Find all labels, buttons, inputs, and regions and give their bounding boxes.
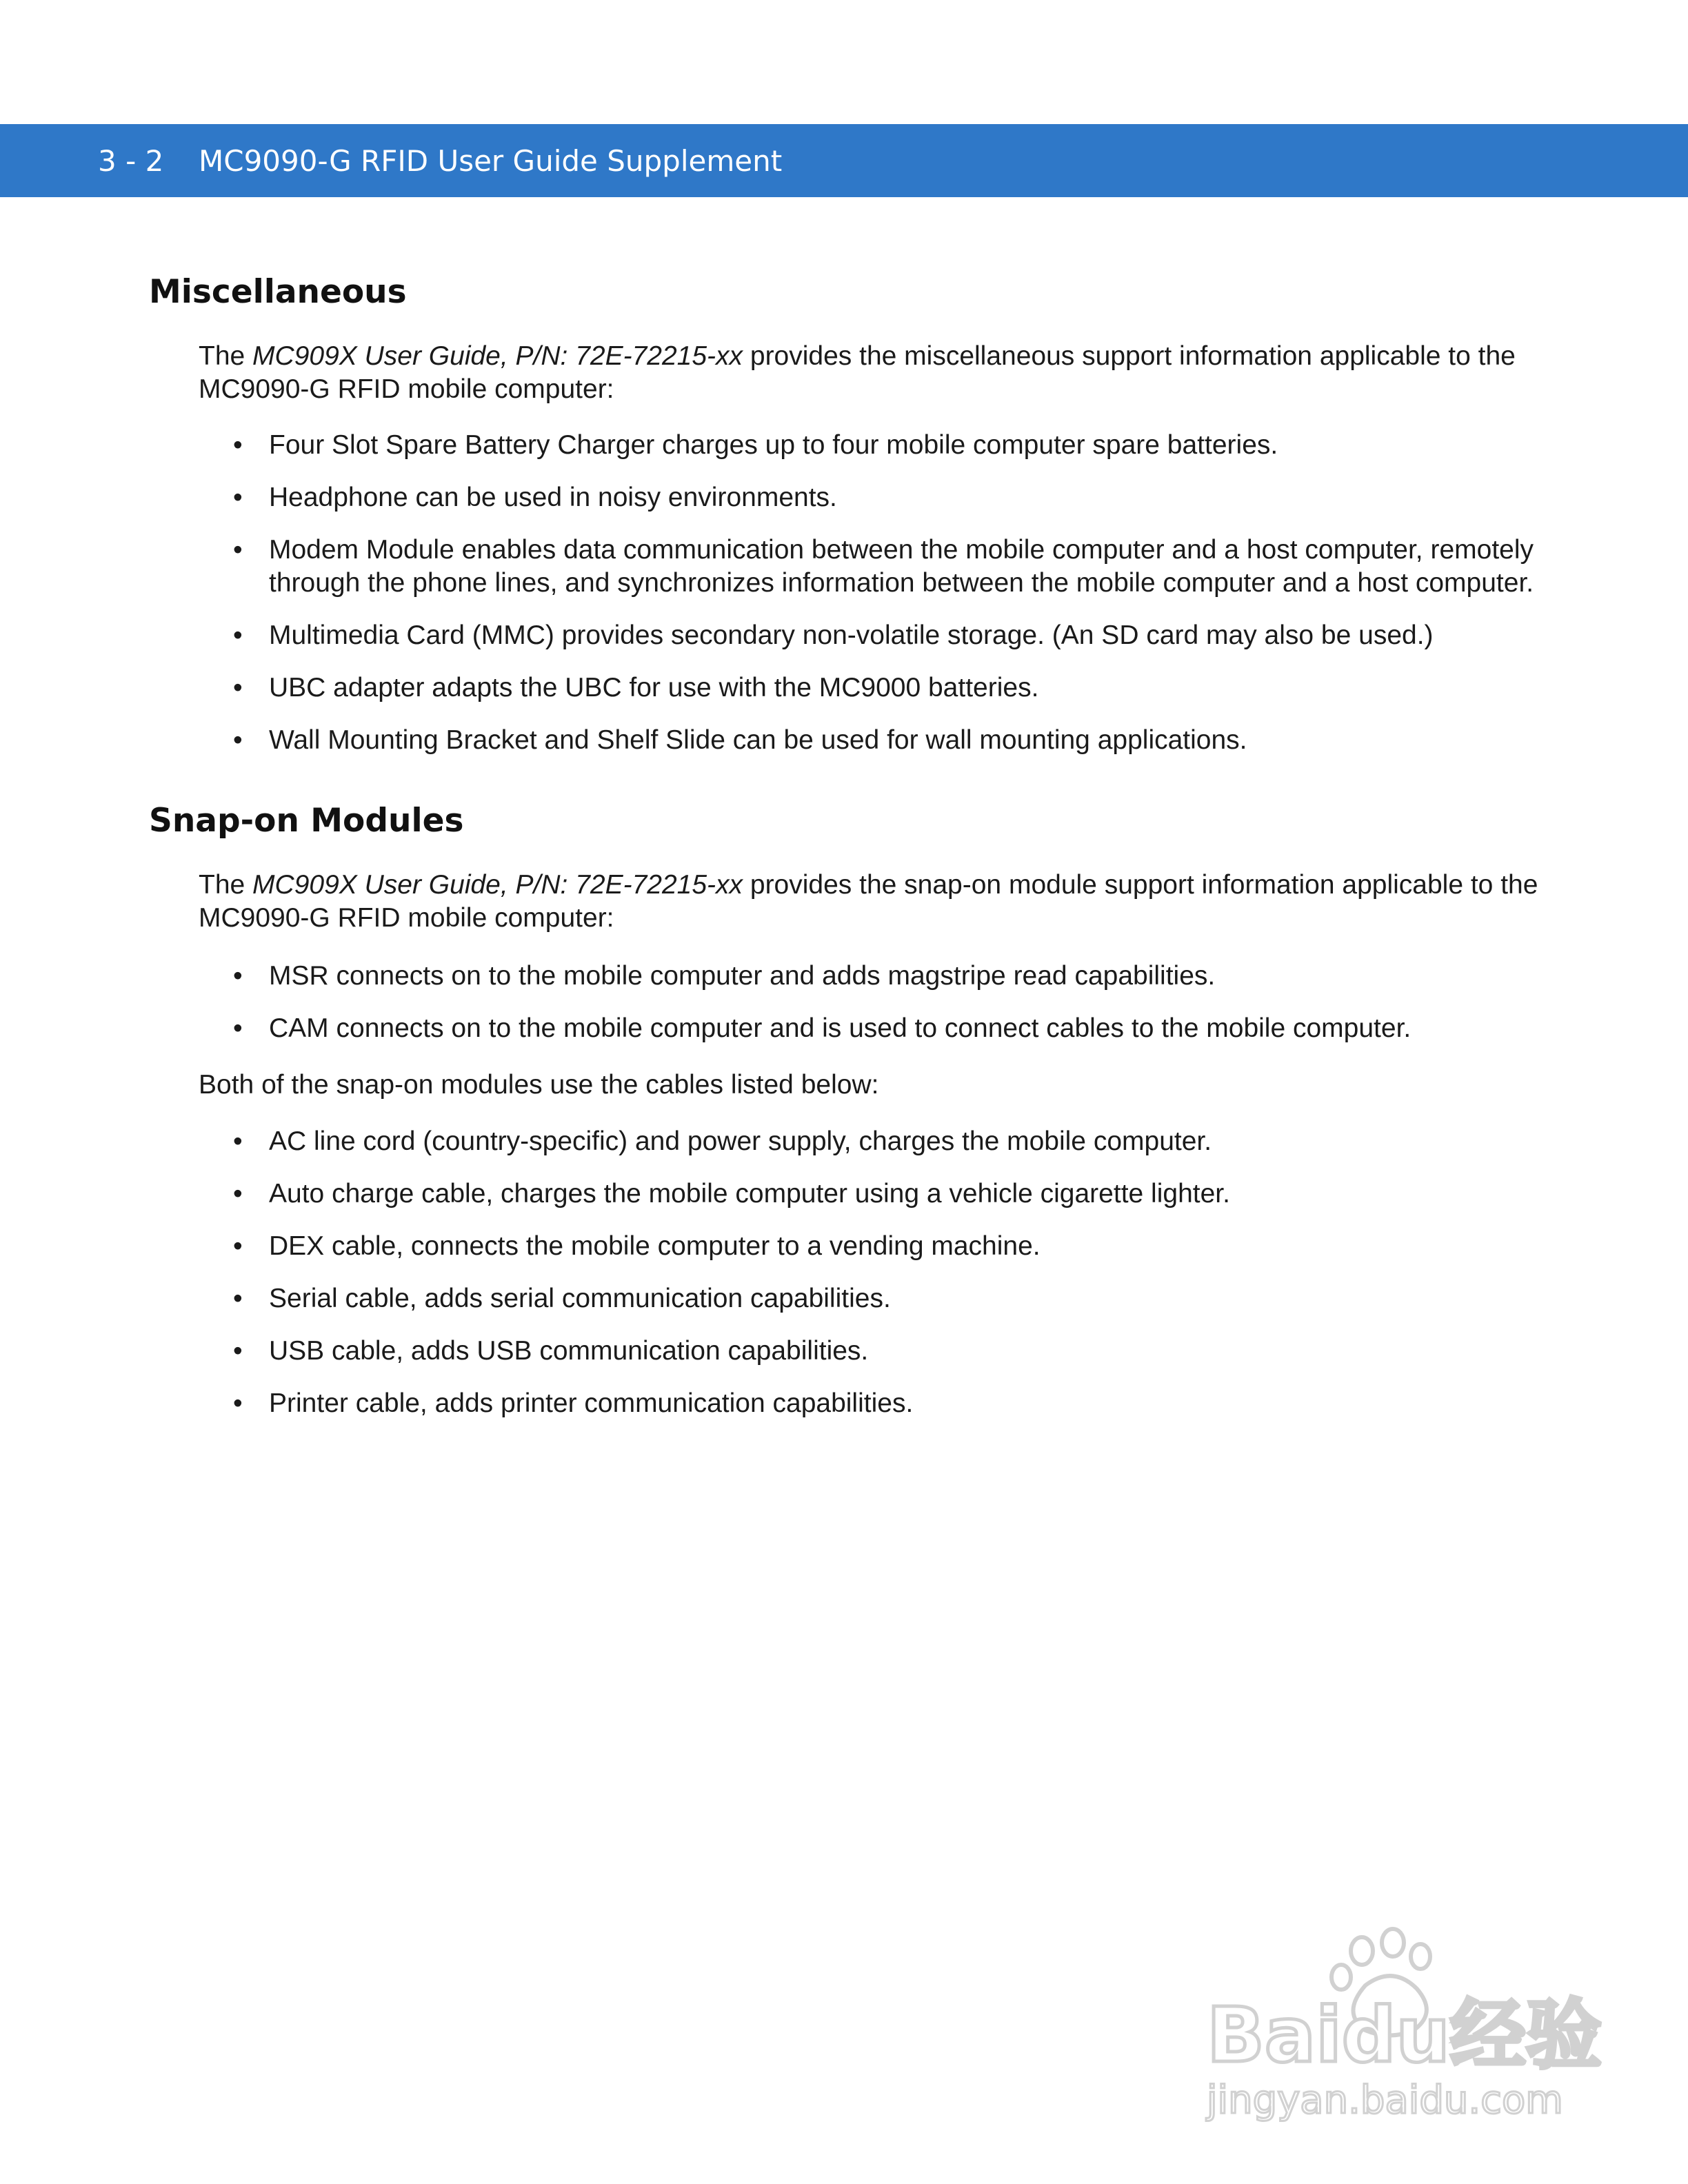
page-number: 3 - 2 bbox=[98, 143, 164, 178]
page-header-bar bbox=[0, 124, 1688, 197]
list-item: • AC line cord (country-specific) and power supply, charges the mobile computer. bbox=[233, 1126, 1212, 1156]
svg-text:jingyan.baidu.com: jingyan.baidu.com bbox=[1207, 2078, 1563, 2123]
section-heading-snap-on-modules: Snap-on Modules bbox=[149, 802, 464, 840]
svg-text:Baidu经验: Baidu经验 bbox=[1207, 1991, 1602, 2079]
list-item: • Printer cable, adds printer communication capabilities. bbox=[233, 1388, 914, 1418]
document-title: MC9090-G RFID User Guide Supplement bbox=[199, 143, 783, 178]
baidu-paw-icon bbox=[1193, 1923, 1607, 2130]
guide-reference: MC909X User Guide, P/N: 72E-72215-xx bbox=[252, 870, 743, 900]
list-item: • MSR connects on to the mobile computer and adds magstripe read capabilities. bbox=[233, 961, 1216, 991]
snapon-module-list bbox=[199, 960, 1605, 1064]
list-item: • Multimedia Card (MMC) provides secondary non-volatile storage. (An SD card may also be used.) bbox=[233, 620, 1434, 650]
misc-bullet-list bbox=[199, 429, 1605, 776]
baidu-watermark bbox=[1193, 1923, 1607, 2130]
list-item: • Modem Module enables data communication between the mobile computer and a host computer, remotely through the phone lines, and synchronizes information between the mobile computer and a host computer. bbox=[233, 535, 1534, 598]
misc-intro-paragraph: The MC909X User Guide, P/N: 72E-72215-xx provides the miscellaneous support information applicable to the MC9090-G RFID mobile computer: bbox=[199, 341, 1516, 404]
guide-reference: MC909X User Guide, P/N: 72E-72215-xx bbox=[252, 341, 743, 371]
snapon-intro-paragraph: The MC909X User Guide, P/N: 72E-72215-xx provides the snap-on module support information applicable to the MC9090-G RFID mobile computer: bbox=[199, 870, 1538, 933]
list-item: • UBC adapter adapts the UBC for use with the MC9000 batteries. bbox=[233, 673, 1039, 702]
list-item: • Four Slot Spare Battery Charger charges up to four mobile computer spare batteries. bbox=[233, 430, 1278, 460]
list-item: • DEX cable, connects the mobile computer to a vending machine. bbox=[233, 1231, 1041, 1261]
list-item: • Auto charge cable, charges the mobile computer using a vehicle cigarette lighter. bbox=[233, 1179, 1230, 1209]
section-heading-miscellaneous: Miscellaneous bbox=[149, 273, 407, 311]
cable-list bbox=[199, 1125, 1605, 1439]
list-item: • USB cable, adds USB communication capabilities. bbox=[233, 1336, 869, 1366]
cables-intro-paragraph: Both of the snap-on modules use the cables listed below: bbox=[199, 1070, 879, 1100]
list-item: • Wall Mounting Bracket and Shelf Slide can be used for wall mounting applications. bbox=[233, 725, 1247, 755]
list-item: • Serial cable, adds serial communication capabilities. bbox=[233, 1284, 891, 1313]
list-item: • CAM connects on to the mobile computer and is used to connect cables to the mobile computer. bbox=[233, 1013, 1411, 1043]
list-item: • Headphone can be used in noisy environments. bbox=[233, 483, 837, 512]
